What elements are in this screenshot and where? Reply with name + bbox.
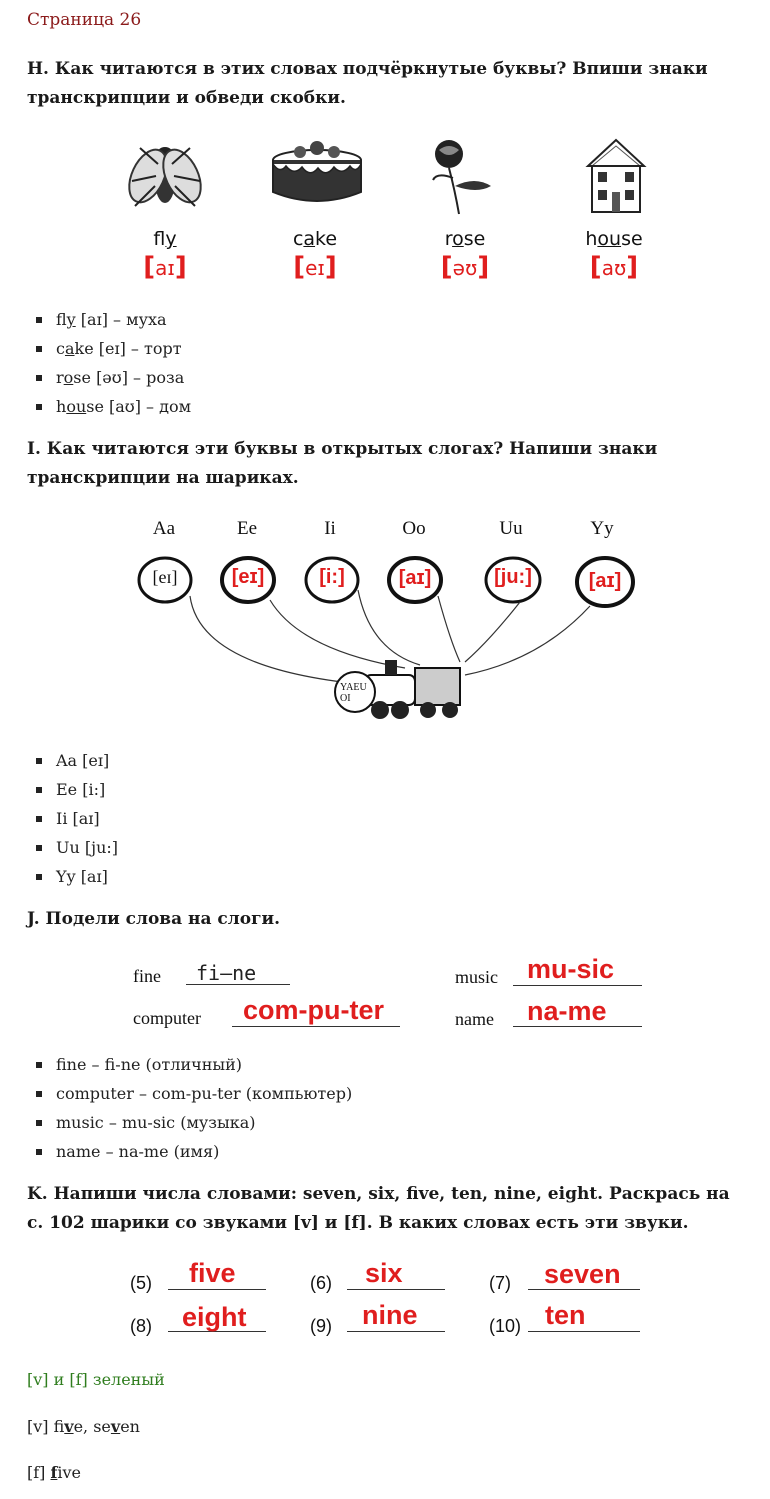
list-item: name – na-me (имя): [36, 1137, 352, 1166]
word-label-name: name: [455, 1009, 494, 1029]
number-answer-6: six: [365, 1258, 403, 1288]
word-label-computer: computer: [133, 1008, 201, 1028]
train-letters: YAEUOI: [340, 682, 367, 704]
number-label-10: (10): [489, 1316, 522, 1336]
v-words-line: [v] five, seven: [27, 1417, 140, 1436]
house-icon: [584, 136, 648, 216]
list-item: Uu [ju:]: [36, 833, 118, 862]
letter-oo: Oo: [402, 518, 426, 539]
list-item: Ii [aɪ]: [36, 804, 118, 833]
word-answer-fine: fi–ne: [196, 961, 257, 985]
number-line-5: [168, 1289, 266, 1290]
list-item: house [aʊ] – дом: [36, 392, 191, 421]
list-item: Aa [eɪ]: [36, 746, 118, 775]
cake-icon: [270, 140, 365, 210]
picture-word-house: house: [585, 228, 643, 250]
balloons-train-illustration: [120, 550, 640, 730]
number-line-6: [347, 1289, 445, 1290]
word-answer-computer: com-pu-ter: [243, 995, 384, 1025]
number-label-5: (5): [130, 1273, 152, 1293]
section-h-heading: H. Как читаются в этих словах подчёркнутые буквы? Впиши знаки транскрипции и обведи скобки.: [27, 59, 708, 108]
list-item: music – mu-sic (музыка): [36, 1108, 352, 1137]
list-item: fly [aɪ] – муха: [36, 305, 191, 334]
picture-word-rose: rose: [444, 228, 486, 250]
green-note: [v] и [f] зеленый: [27, 1370, 165, 1389]
number-answer-5: five: [189, 1258, 236, 1288]
rose-icon: [425, 136, 500, 216]
picture-transcription-cake: [eɪ]: [293, 252, 337, 282]
number-label-7: (7): [489, 1273, 511, 1293]
list-item: fine – fi-ne (отличный): [36, 1050, 352, 1079]
letter-ii: Ii: [324, 518, 336, 539]
picture-word-cake: cake: [292, 228, 338, 250]
picture-transcription-house: [aʊ]: [589, 252, 639, 282]
picture-word-fly: fly: [153, 228, 177, 250]
f-words-line: [f] five: [27, 1463, 82, 1482]
number-answer-7: seven: [544, 1259, 621, 1289]
section-k-heading: K. Напиши числа словами: seven, six, five, ten, nine, eight. Раскрась на с. 102 шарики со звуками [v] и [f]. В каких словах есть эти звуки.: [27, 1184, 730, 1233]
section-j-heading: J. Подели слова на слоги.: [27, 909, 281, 929]
number-answer-10: ten: [545, 1300, 586, 1330]
list-item: Ee [i:]: [36, 775, 118, 804]
section-i-list: [36, 746, 118, 891]
list-item: Yy [aɪ]: [36, 862, 118, 891]
letter-uu: Uu: [499, 518, 523, 539]
section-i-heading: I. Как читаются эти буквы в открытых слогах? Напиши знаки транскрипции на шариках.: [27, 439, 658, 488]
number-answer-9: nine: [362, 1300, 418, 1330]
letter-ee: Ee: [236, 518, 258, 539]
number-line-10: [528, 1331, 640, 1332]
balloon-ee: [eɪ]: [231, 566, 265, 588]
fly-icon: [120, 136, 210, 216]
number-label-6: (6): [310, 1273, 332, 1293]
balloon-uu: [ju:]: [494, 566, 532, 588]
section-h-list: [36, 305, 191, 421]
word-answer-music: mu-sic: [527, 954, 615, 984]
list-item: cake [eɪ] – торт: [36, 334, 191, 363]
page-label: Страница 26: [27, 10, 142, 30]
balloon-aa: [eɪ]: [152, 567, 178, 587]
picture-transcription-rose: [əʊ]: [440, 252, 490, 282]
section-j-list: [36, 1050, 352, 1166]
word-answer-name: na-me: [527, 996, 607, 1026]
number-label-8: (8): [130, 1316, 152, 1336]
balloon-ii: [i:]: [319, 566, 345, 588]
balloon-oo: [aɪ]: [398, 567, 432, 589]
word-label-music: music: [455, 967, 498, 987]
list-item: rose [əʊ] – роза: [36, 363, 191, 392]
letter-yy: Yy: [590, 518, 614, 539]
picture-transcription-fly: [aɪ]: [143, 252, 187, 282]
letter-aa: Aa: [152, 518, 176, 539]
number-line-9: [347, 1331, 445, 1332]
list-item: computer – com-pu-ter (компьютер): [36, 1079, 352, 1108]
word-label-fine: fine: [133, 966, 161, 986]
number-label-9: (9): [310, 1316, 332, 1336]
balloon-yy: [aɪ]: [588, 570, 622, 592]
word-line-music: [513, 985, 642, 986]
word-line-computer: [232, 1026, 400, 1027]
number-answer-8: eight: [182, 1302, 247, 1332]
